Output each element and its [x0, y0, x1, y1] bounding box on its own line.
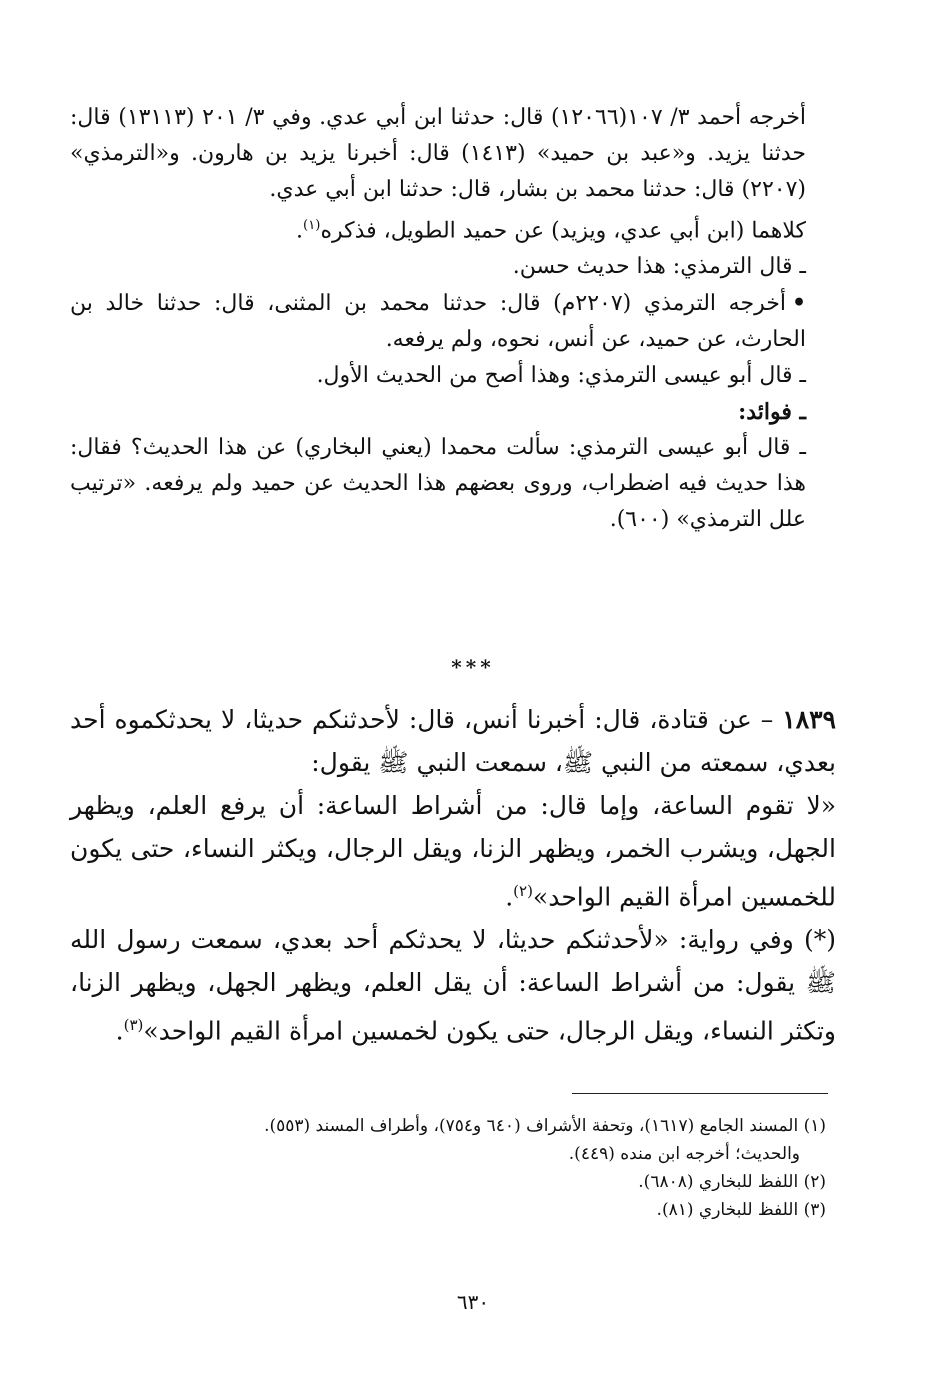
footnote-3: (٣) اللفظ للبخاري (٨١). — [656, 1200, 826, 1220]
footnote-1-continuation: والحديث؛ أخرجه ابن منده (٤٤٩). — [568, 1144, 800, 1164]
hadith-section — [70, 698, 836, 1053]
takhrij-paragraph-4-text: أخرجه الترمذي (٢٢٠٧م) قال: حدثنا محمد بن المثنى، قال: حدثنا خالد بن الحارث، عن حميد، عن أنس، نحوه، ولم يرفعه. — [70, 291, 806, 353]
takhrij-paragraph-3: ـ قال الترمذي: هذا حديث حسن. — [512, 254, 806, 280]
takhrij-section — [70, 100, 836, 538]
hadith-paragraph-3-text: (*) وفي رواية: «لأحدثنكم حديثا، لا يحدثكم أحد بعدي، سمعت رسول الله ﷺ يقول: من أشراط الساعة: أن يقل العلم، ويظهر الجهل، ويظهر الزنا، وتكثر النساء، ويقل الرجال، حتى يكون لخمسين امرأة القيم الواحد» — [70, 925, 836, 1046]
takhrij-paragraph-4 — [70, 285, 836, 358]
fawaid-heading: ـ فوائد: — [738, 399, 806, 426]
hadith-paragraph-2: «لا تقوم الساعة، وإما قال: من أشراط الساعة: أن يرفع العلم، ويظهر الجهل، ويشرب الخمر، ويظهر الزنا، ويقل الرجال، ويكثر النساء، حتى يكون للخمسين امرأة القيم الواحد»$^{(٢)}$. — [70, 791, 836, 912]
hadith-paragraph-2-text: «لا تقوم الساعة، وإما قال: من أشراط الساعة: أن يرفع العلم، ويظهر الجهل، ويشرب الخمر، ويظهر الزنا، ويقل الرجال، ويكثر النساء، حتى يكون للخمسين امرأة القيم الواحد» — [70, 791, 836, 912]
takhrij-paragraph-1: أخرجه أحمد ٣/ ١٠٧(١٢٠٦٦) قال: حدثنا ابن أبي عدي. وفي ٣/ ٢٠١ (١٣١١٣) قال: حدثنا يزيد. و«عبد بن حميد» (١٤١٣) قال: أخبرنا يزيد بن هارون. و«الترمذي» (٢٢٠٧) قال: حدثنا محمد بن بشار، قال: حدثنا ابن أبي عدي. — [70, 105, 807, 202]
footnote-ref-1: (١) — [303, 218, 321, 233]
takhrij-paragraph-2-text: كلاهما (ابن أبي عدي، ويزيد) عن حميد الطويل، فذكره — [320, 218, 806, 244]
page-number: ٦٣٠ — [456, 1290, 490, 1314]
bullet-icon: • — [791, 290, 806, 317]
takhrij-paragraph-7: ـ قال أبو عيسى الترمذي: سألت محمدا (يعني البخاري) عن هذا الحديث؟ فقال: هذا حديث فيه اضطراب، وروى بعضهم هذا الحديث عن حميد ولم يرفعه. «ترتيب علل الترمذي» (٦٠٠). — [70, 435, 806, 533]
section-divider: *** — [451, 655, 495, 679]
hadith-number: ١٨٣٩ — [782, 705, 836, 734]
footnote-1: (١) المسند الجامع (١٦١٧)، وتحفة الأشراف (٦٤٠ و٧٥٤)، وأطراف المسند (٥٥٣). — [264, 1116, 826, 1136]
takhrij-paragraph-2: كلاهما (ابن أبي عدي، ويزيد) عن حميد الطويل، فذكره$^{(١)}$. — [296, 218, 806, 244]
footnote-separator — [572, 1093, 828, 1094]
footnote-ref-2: (٢) — [513, 882, 533, 900]
footnotes — [70, 1112, 826, 1224]
hadith-paragraph-1-text: – عن قتادة، قال: أخبرنا أنس، قال: لأحدثنكم حديثا، لا يحدثكموه أحد بعدي، سمعته من النبي ﷺ، سمعت النبي ﷺ يقول: — [70, 705, 836, 777]
hadith-paragraph-3: (*) وفي رواية: «لأحدثنكم حديثا، لا يحدثكم أحد بعدي، سمعت رسول الله ﷺ يقول: من أشراط الساعة: أن يقل العلم، ويظهر الجهل، ويظهر الزنا، وتكثر النساء، ويقل الرجال، حتى يكون لخمسين امرأة القيم الواحد»$^{(٣)}$. — [70, 925, 836, 1046]
hadith-paragraph-1 — [70, 698, 836, 784]
footnote-ref-3: (٣) — [123, 1016, 144, 1035]
takhrij-paragraph-5: ـ قال أبو عيسى الترمذي: وهذا أصح من الحديث الأول. — [316, 363, 806, 389]
footnote-2: (٢) اللفظ للبخاري (٦٨٠٨). — [638, 1172, 826, 1192]
